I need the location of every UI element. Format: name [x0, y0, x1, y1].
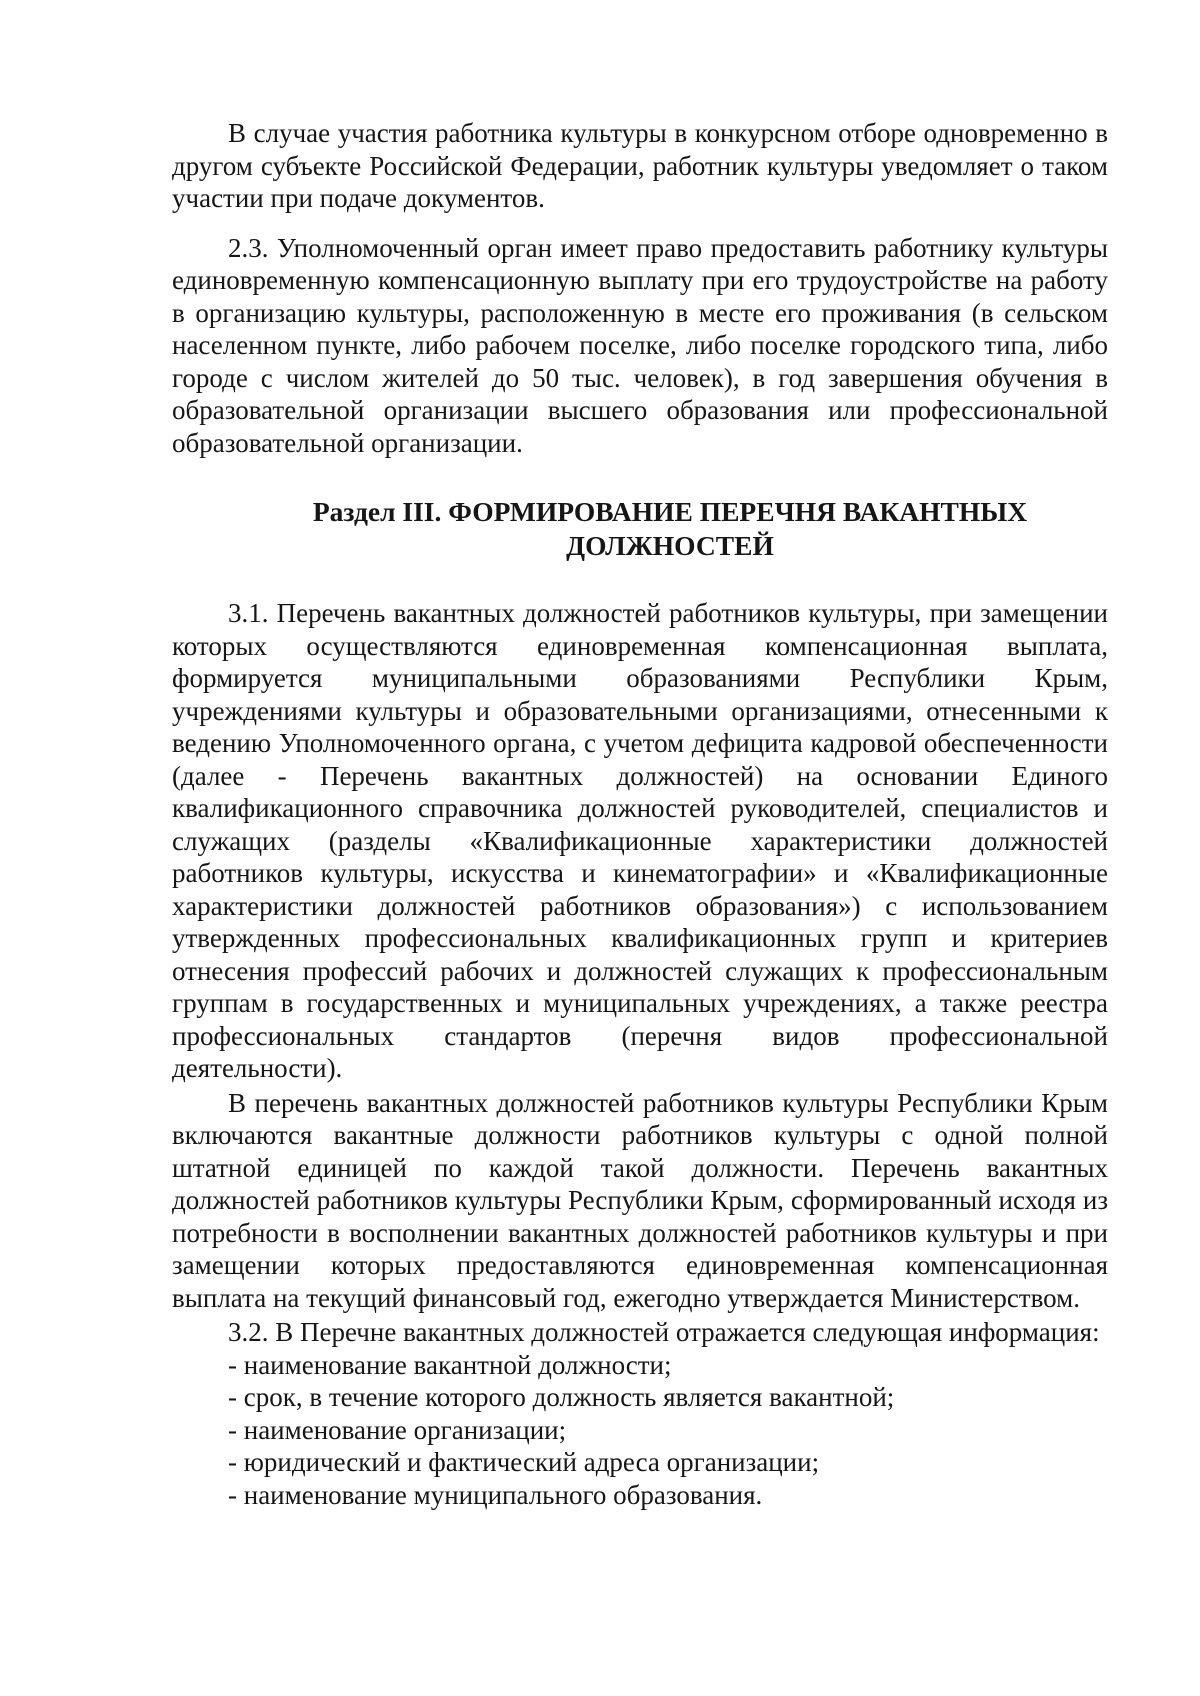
paragraph-competition-notice: В случае участия работника культуры в конкурсном отборе одновременно в другом субъекте Российской Федерации, работник культуры уведомляет о таком участии при подаче документов.: [172, 118, 1108, 213]
paragraph-2-3: 2.3. Уполномоченный орган имеет право предоставить работнику культуры единовременную компенсационную выплату при его трудоустройстве на работу в организацию культуры, расположенную в месте его проживания (в сельском населенном пункте, либо рабочем поселке, либо поселке городского типа, либо городе с числом жителей до 50 тыс. человек), в год завершения обучения в образовательной организации высшего образования или профессиональной образовательной организации.: [172, 232, 1108, 458]
section-title: [172, 495, 1108, 563]
info-list: [172, 1349, 1108, 1512]
document-body: [172, 117, 1108, 1511]
paragraph-3-2: 3.2. В Перечне вакантных должностей отражается следующая информация:: [228, 1317, 1100, 1347]
paragraph-vacancy-list: В перечень вакантных должностей работников культуры Республики Крым включаются вакантные должности работников культуры с одной полной штатной единицей по каждой такой должности. Перечень вакантных должностей работников культуры Республики Крым, сформированный исходя из потребности в восполнении вакантных должностей работников культуры и при замещении которых предоставляются единовременная компенсационная выплата на текущий финансовый год, ежегодно утверждается Министерством.: [172, 1087, 1108, 1313]
list-item: - наименование организации;: [228, 1414, 567, 1445]
list-item: - срок, в течение которого должность является вакантной;: [228, 1382, 895, 1412]
list-item: - юридический и фактический адреса организации;: [228, 1447, 820, 1477]
list-item: - наименование вакантной должности;: [228, 1349, 672, 1380]
section-title-line-2: ДОЛЖНОСТЕЙ: [566, 530, 774, 561]
section-title-line-1: Раздел III. ФОРМИРОВАНИЕ ПЕРЕЧНЯ ВАКАНТНЫХ: [312, 496, 1028, 527]
list-item: - наименование муниципального образования.: [228, 1479, 763, 1510]
paragraph-3-1: 3.1. Перечень вакантных должностей работников культуры, при замещении которых осуществляются единовременная компенсационная выплата, формируется муниципальными образованиями Республики Крым, учреждениями культуры и образовательными организациями, отнесенными к ведению Уполномоченного органа, с учетом дефицита кадровой обеспеченности (далее - Перечень вакантных должностей) на основании Единого квалификационного справочника должностей руководителей, специалистов и служащих (разделы «Квалификационные характеристики должностей работников культуры, искусства и кинематографии» и «Квалификационные характеристики должностей работников образования») с использованием утвержденных профессиональных квалификационных групп и критериев отнесения профессий рабочих и должностей служащих к профессиональным группам в государственных и муниципальных учреждениях, а также реестра профессиональных стандартов (перечня видов профессиональной деятельности).: [172, 598, 1108, 1083]
